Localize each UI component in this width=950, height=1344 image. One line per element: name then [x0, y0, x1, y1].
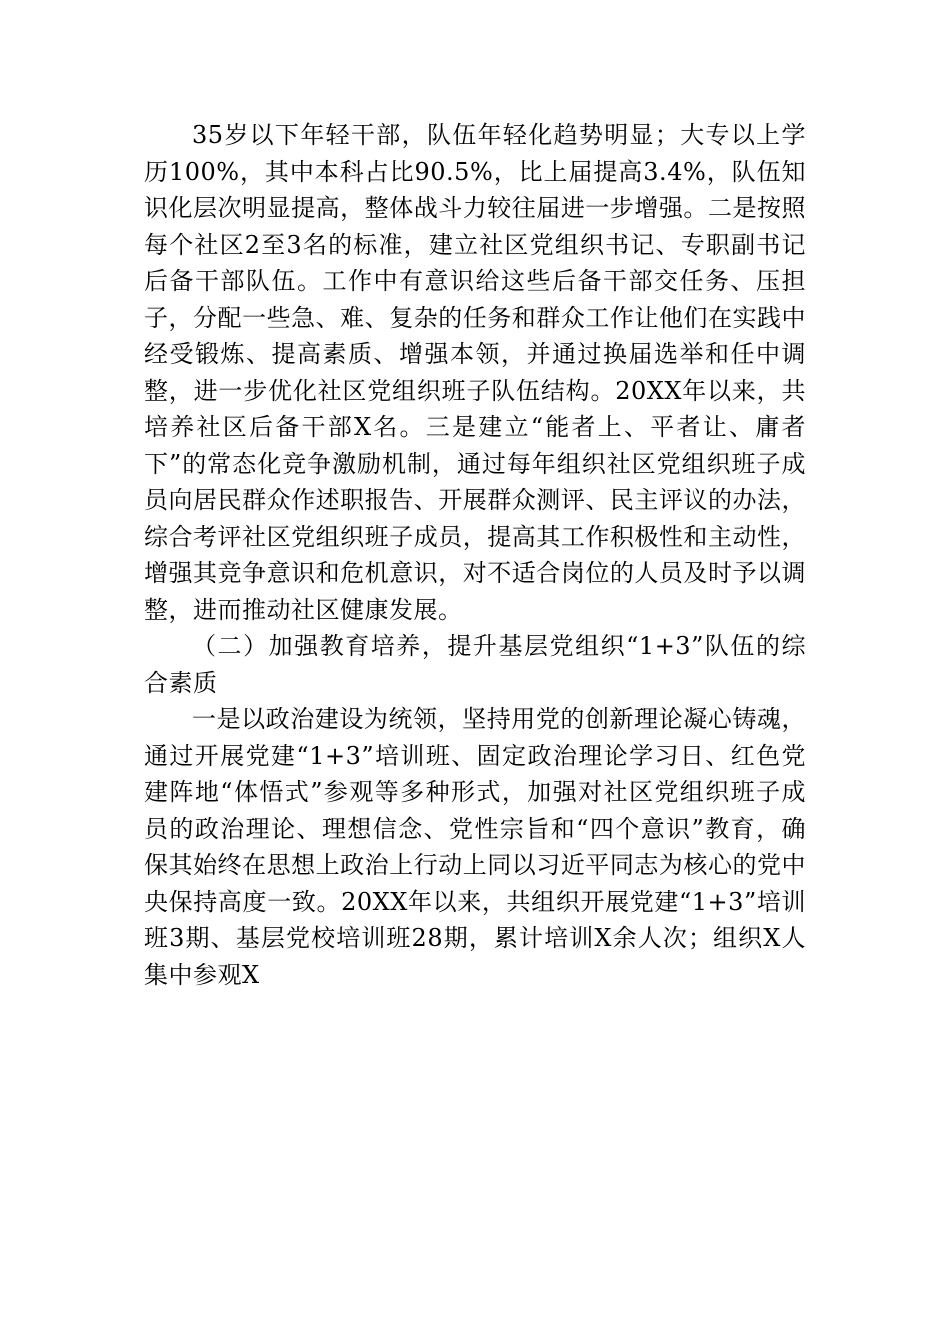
body-paragraph: 35岁以下年轻干部，队伍年轻化趋势明显；大专以上学历100%，其中本科占比90.5%，比上届提高3.4%，队伍知识化层次明显提高，整体战斗力较往届进一步增强。二是按照每个社区2至3名的标准，建立社区党组织书记、专职副书记后备干部队伍。工作中有意识给这些后备干部交任务、压担子，分配一些急、难、复杂的任务和群众工作让他们在实践中经受锻炼、提高素质、增强本领，并通过换届选举和任中调整，进一步优化社区党组织班子队伍结构。20XX年以来，共培养社区后备干部X名。三是建立“能者上、平者让、庸者下”的常态化竞争激励机制，通过每年组织社区党组织班子成员向居民群众作述职报告、开展群众测评、民主评议的办法，综合考评社区党组织班子成员，提高其工作积极性和主动性，增强其竞争意识和危机意识，对不适合岗位的人员及时予以调整，进而推动社区健康发展。 [144, 121, 806, 624]
document-body [144, 117, 806, 993]
body-paragraph: 一是以政治建设为统领，坚持用党的创新理论凝心铸魂，通过开展党建“1+3”培训班、固定政治理论学习日、红色党建阵地“体悟式”参观等多种形式，加强对社区党组织班子成员的政治理论、理想信念、党性宗旨和“四个意识”教育，确保其始终在思想上政治上行动上同以习近平同志为核心的党中央保持高度一致。20XX年以来，共组织开展党建“1+3”培训班3期、基层党校培训班28期，累计培训X余人次；组织X人集中参观X [144, 705, 806, 989]
section-heading: （二）加强教育培养，提升基层党组织“1+3”队伍的综合素质 [144, 632, 806, 697]
